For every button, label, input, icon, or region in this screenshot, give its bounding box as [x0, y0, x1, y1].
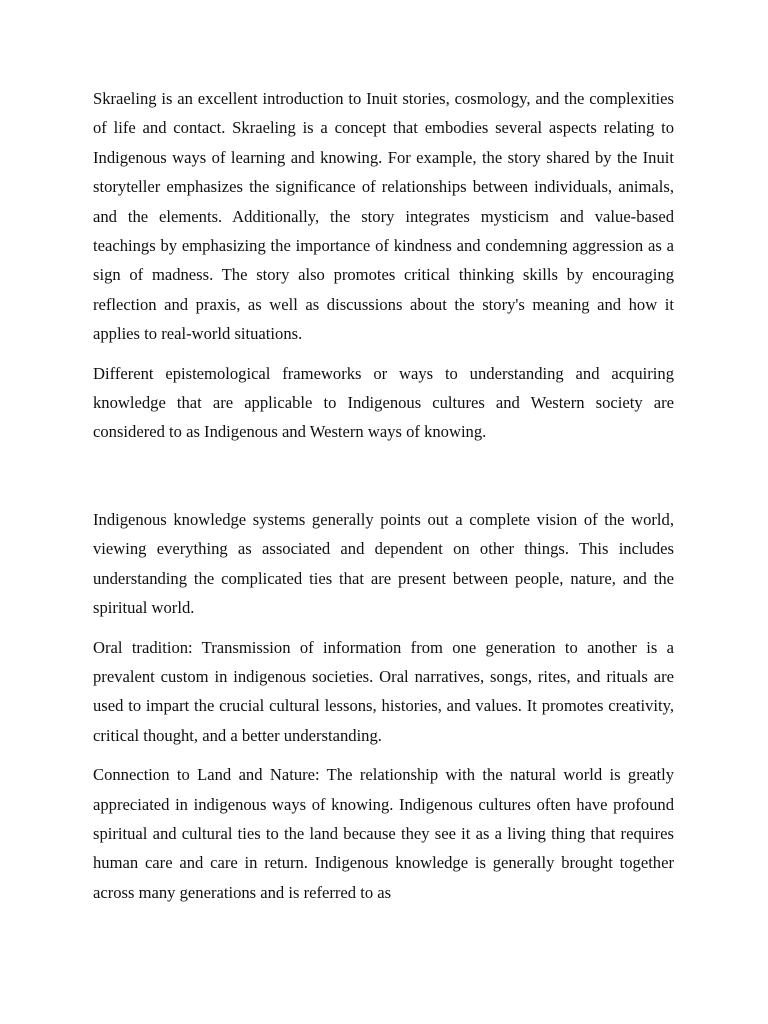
- paragraph-ways-of-knowing: Different epistemological frameworks or ways to understanding and acquiring knowledge that are applicable to Indigenous cultures and Western society are considered to as Indigenous and Western ways of knowing.: [93, 363, 674, 442]
- document-page: [93, 84, 674, 917]
- paragraph-skraeling-intro: Skraeling is an excellent introduction to Inuit stories, cosmology, and the complexities of life and contact. Skraeling is a concept that embodies several aspects relating to Indigenous ways of learning and knowing. For example, the story shared by the Inuit storyteller emphasizes the significance of relationships between individuals, animals, and the elements. Additionally, the story integrates mysticism and value-based teachings by emphasizing the importance of kindness and condemning aggression as a sign of madness. The story also promotes critical thinking skills by encouraging reflection and praxis, as well as discussions about the story's meaning and how it applies to real-world situations.: [93, 89, 674, 344]
- paragraph-oral-tradition: Oral tradition: Transmission of information from one generation to another is a prevalent custom in indigenous societies. Oral narratives, songs, rites, and rituals are used to impart the crucial cultural lessons, histories, and values. It promotes creativity, critical thought, and a better understanding.: [93, 637, 674, 745]
- paragraph-land-and-nature: Connection to Land and Nature: The relationship with the natural world is greatly appreciated in indigenous ways of knowing. Indigenous cultures often have profound spiritual and cultural ties to the land because they see it as a living thing that requires human care and care in return. Indigenous knowledge is generally brought together across many generations and is referred to as: [93, 765, 674, 902]
- paragraph-knowledge-systems: Indigenous knowledge systems generally points out a complete vision of the world, viewing everything as associated and dependent on other things. This includes understanding the complicated ties that are present between people, nature, and the spiritual world.: [93, 509, 674, 618]
